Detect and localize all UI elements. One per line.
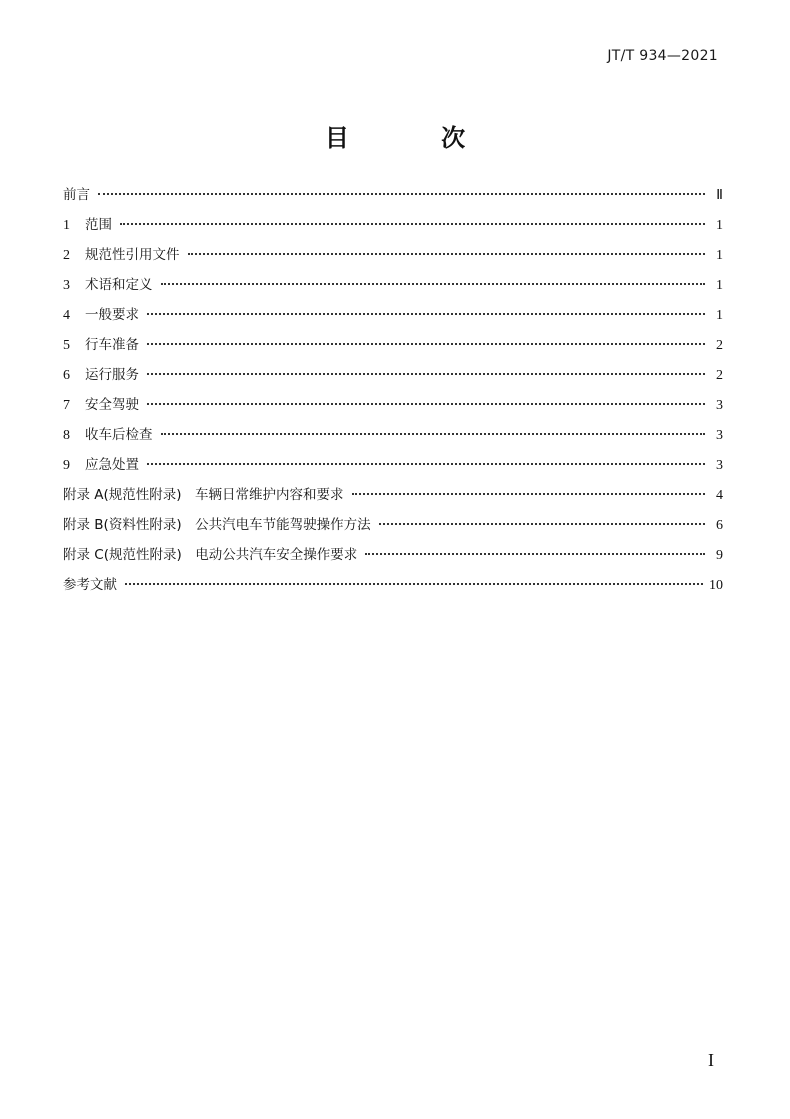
toc-entry-page: 1	[716, 218, 723, 233]
toc-entry-number: 2	[63, 248, 70, 263]
toc-leader-dots	[147, 403, 705, 405]
toc-leader-dots	[365, 553, 705, 555]
toc-entry-references[interactable]	[63, 570, 723, 600]
toc-entry-7[interactable]	[63, 390, 723, 420]
toc-entry-number: 7	[63, 398, 70, 413]
toc-entry-preface[interactable]	[63, 180, 723, 210]
toc-entry-label: 术语和定义	[85, 277, 153, 293]
toc-entry-page: 1	[716, 248, 723, 263]
toc-entry-page: 1	[716, 278, 723, 293]
toc-entry-1[interactable]	[63, 210, 723, 240]
toc-entry-6[interactable]	[63, 360, 723, 390]
toc-entry-8[interactable]	[63, 420, 723, 450]
toc-leader-dots	[98, 193, 705, 195]
toc-entry-label: 前言	[63, 187, 90, 203]
toc-entry-9[interactable]	[63, 450, 723, 480]
toc-entry-5[interactable]	[63, 330, 723, 360]
toc-entry-page: 1	[716, 308, 723, 323]
toc-entry-label: 行车准备	[85, 337, 139, 353]
toc-entry-number: 9	[63, 458, 70, 473]
page-number: I	[708, 1050, 714, 1070]
toc-entry-number: 1	[63, 218, 70, 233]
toc-leader-dots	[379, 523, 705, 525]
toc-entry-page: 4	[716, 488, 723, 503]
toc-entry-number: 6	[63, 368, 70, 383]
toc-entry-number: 3	[63, 278, 70, 293]
toc-leader-dots	[147, 343, 705, 345]
toc-entry-label: 规范性引用文件	[85, 247, 180, 263]
toc-leader-dots	[147, 373, 705, 375]
toc-entry-label: 一般要求	[85, 307, 139, 323]
toc-leader-dots	[188, 253, 706, 255]
toc-entry-page: 2	[716, 368, 723, 383]
toc-entry-page: 3	[716, 458, 723, 473]
standard-code: JT/T 934—2021	[607, 48, 718, 64]
toc-entry-number: 5	[63, 338, 70, 353]
toc-entry-page: 6	[716, 518, 723, 533]
toc-entry-appendix-b[interactable]	[63, 510, 723, 540]
toc-leader-dots	[147, 313, 705, 315]
toc-entry-page: 10	[709, 578, 723, 593]
toc-entry-3[interactable]	[63, 270, 723, 300]
toc-entry-number: 8	[63, 428, 70, 443]
toc-leader-dots	[352, 493, 705, 495]
table-of-contents	[63, 180, 723, 600]
toc-entry-label: 安全驾驶	[85, 397, 139, 413]
toc-entry-label: 应急处置	[85, 457, 139, 473]
toc-entry-label: 参考文献	[63, 577, 117, 593]
toc-entry-label: 附录 C(规范性附录) 电动公共汽车安全操作要求	[63, 547, 358, 563]
toc-entry-page: 3	[716, 398, 723, 413]
toc-entry-appendix-a[interactable]	[63, 480, 723, 510]
toc-entry-number: 4	[63, 308, 70, 323]
toc-entry-page: Ⅱ	[716, 188, 723, 203]
toc-entry-page: 9	[716, 548, 723, 563]
toc-leader-dots	[125, 583, 703, 585]
toc-entry-label: 附录 B(资料性附录) 公共汽电车节能驾驶操作方法	[63, 517, 371, 533]
toc-leader-dots	[161, 283, 706, 285]
toc-entry-label: 附录 A(规范性附录) 车辆日常维护内容和要求	[63, 487, 344, 503]
toc-leader-dots	[161, 433, 706, 435]
toc-entry-label: 范围	[85, 217, 112, 233]
toc-entry-label: 收车后检查	[85, 427, 153, 443]
page-title: 目 次	[324, 124, 508, 152]
toc-leader-dots	[147, 463, 705, 465]
toc-entry-label: 运行服务	[85, 367, 139, 383]
toc-entry-2[interactable]	[63, 240, 723, 270]
toc-entry-page: 3	[716, 428, 723, 443]
toc-leader-dots	[120, 223, 705, 225]
toc-entry-page: 2	[716, 338, 723, 353]
toc-entry-4[interactable]	[63, 300, 723, 330]
toc-entry-appendix-c[interactable]	[63, 540, 723, 570]
